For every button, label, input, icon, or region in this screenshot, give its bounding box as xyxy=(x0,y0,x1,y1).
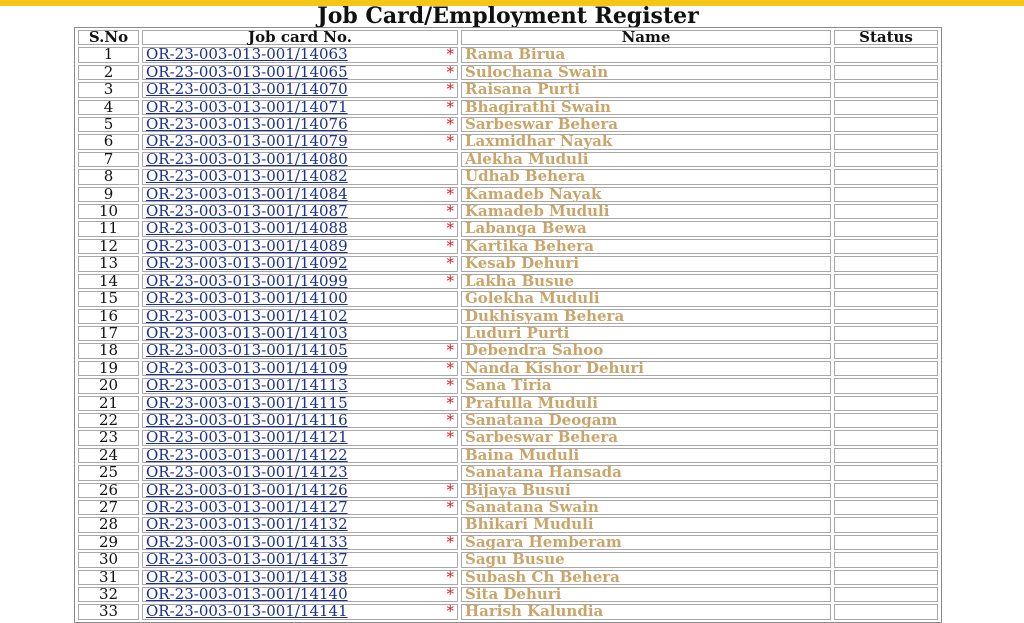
table-header-row xyxy=(78,30,938,45)
status-cell xyxy=(834,361,938,376)
name-cell: Sana Tiria xyxy=(461,378,831,393)
job-card-link[interactable]: OR-23-003-013-001/14116 xyxy=(146,410,348,429)
job-card-link[interactable]: OR-23-003-013-001/14138 xyxy=(146,567,348,586)
job-card-link[interactable]: OR-23-003-013-001/14063 xyxy=(146,45,348,64)
name-cell: Sanatana Hansada xyxy=(461,465,831,480)
job-card-cell xyxy=(142,97,458,116)
job-card-cell xyxy=(142,256,458,271)
name-cell: Golekha Muduli xyxy=(461,291,831,306)
status-cell xyxy=(834,117,938,132)
job-card-link[interactable]: OR-23-003-013-001/14132 xyxy=(146,515,348,534)
job-card-cell xyxy=(142,552,458,567)
status-cell xyxy=(834,309,938,324)
job-card-link[interactable]: OR-23-003-013-001/14105 xyxy=(146,341,348,360)
job-card-cell xyxy=(142,306,458,325)
job-card-link[interactable]: OR-23-003-013-001/14109 xyxy=(146,358,348,377)
job-card-cell xyxy=(142,445,458,464)
column-header-name: Name xyxy=(461,30,831,45)
status-cell xyxy=(834,378,938,393)
job-card-cell xyxy=(142,393,458,412)
name-cell: Subash Ch Behera xyxy=(461,570,831,585)
table-row xyxy=(78,204,938,219)
table-row xyxy=(78,396,938,411)
sno-cell: 11 xyxy=(78,221,139,236)
asterisk-marker: * xyxy=(446,236,454,255)
job-card-link[interactable]: OR-23-003-013-001/14079 xyxy=(146,132,348,151)
status-cell xyxy=(834,82,938,97)
status-cell xyxy=(834,465,938,480)
column-header-sno: S.No xyxy=(78,30,139,45)
job-card-cell xyxy=(142,410,458,429)
name-cell: Kesab Dehuri xyxy=(461,256,831,271)
asterisk-marker: * xyxy=(446,410,454,429)
table-row xyxy=(78,169,938,184)
table-row xyxy=(78,100,938,115)
sno-cell: 30 xyxy=(78,552,139,567)
name-cell: Luduri Purti xyxy=(461,326,831,341)
job-card-link[interactable]: OR-23-003-013-001/14122 xyxy=(146,445,348,464)
job-card-link[interactable]: OR-23-003-013-001/14087 xyxy=(146,202,348,221)
sno-cell: 18 xyxy=(78,343,139,358)
job-card-cell xyxy=(142,62,458,81)
table-row xyxy=(78,517,938,532)
job-card-link[interactable]: OR-23-003-013-001/14092 xyxy=(146,254,348,273)
table-row xyxy=(78,309,938,324)
job-card-link[interactable]: OR-23-003-013-001/14100 xyxy=(146,289,348,308)
status-cell xyxy=(834,291,938,306)
column-header-status: Status xyxy=(834,30,938,45)
job-card-link[interactable]: OR-23-003-013-001/14137 xyxy=(146,550,348,569)
job-card-cell xyxy=(142,271,458,290)
sno-cell: 3 xyxy=(78,82,139,97)
table-row xyxy=(78,82,938,97)
sno-cell: 14 xyxy=(78,274,139,289)
name-cell: Dukhisyam Behera xyxy=(461,309,831,324)
job-card-cell xyxy=(142,236,458,255)
sno-cell: 33 xyxy=(78,604,139,619)
table-row xyxy=(78,500,938,515)
name-cell: Sagara Hemberam xyxy=(461,535,831,550)
sno-cell: 13 xyxy=(78,256,139,271)
table-row xyxy=(78,465,938,480)
name-cell: Laxmidhar Nayak xyxy=(461,134,831,149)
job-card-link[interactable]: OR-23-003-013-001/14084 xyxy=(146,184,348,203)
name-cell: Labanga Bewa xyxy=(461,221,831,236)
job-card-cell xyxy=(142,184,458,203)
status-cell xyxy=(834,517,938,532)
page-title: Job Card/Employment Register xyxy=(317,3,699,29)
table-row xyxy=(78,570,938,585)
table-row xyxy=(78,604,938,619)
asterisk-marker: * xyxy=(446,393,454,412)
job-card-link[interactable]: OR-23-003-013-001/14071 xyxy=(146,97,348,116)
status-cell xyxy=(834,152,938,167)
sno-cell: 15 xyxy=(78,291,139,306)
job-card-link[interactable]: OR-23-003-013-001/14080 xyxy=(146,149,348,168)
status-cell xyxy=(834,604,938,619)
asterisk-marker: * xyxy=(446,428,454,447)
status-cell xyxy=(834,239,938,254)
table-row xyxy=(78,65,938,80)
status-cell xyxy=(834,343,938,358)
name-cell: Sanatana Deogam xyxy=(461,413,831,428)
job-card-cell xyxy=(142,291,458,306)
status-cell xyxy=(834,274,938,289)
name-cell: Alekha Muduli xyxy=(461,152,831,167)
sno-cell: 20 xyxy=(78,378,139,393)
sno-cell: 9 xyxy=(78,187,139,202)
job-card-cell xyxy=(142,134,458,149)
sno-cell: 25 xyxy=(78,465,139,480)
status-cell xyxy=(834,169,938,184)
table-row xyxy=(78,134,938,149)
status-cell xyxy=(834,100,938,115)
sno-cell: 19 xyxy=(78,361,139,376)
sno-cell: 4 xyxy=(78,100,139,115)
name-cell: Rama Birua xyxy=(461,47,831,62)
status-cell xyxy=(834,535,938,550)
sno-cell: 27 xyxy=(78,500,139,515)
status-cell xyxy=(834,256,938,271)
column-header-job-card: Job card No. xyxy=(142,30,458,45)
job-card-link[interactable]: OR-23-003-013-001/14123 xyxy=(146,463,348,482)
job-card-cell xyxy=(142,204,458,219)
asterisk-marker: * xyxy=(446,45,454,64)
status-cell xyxy=(834,221,938,236)
table-row xyxy=(78,152,938,167)
sno-cell: 10 xyxy=(78,204,139,219)
table-row xyxy=(78,552,938,567)
status-cell xyxy=(834,500,938,515)
table-row xyxy=(78,587,938,602)
job-card-link[interactable]: OR-23-003-013-001/14076 xyxy=(146,115,348,134)
job-card-link[interactable]: OR-23-003-013-001/14070 xyxy=(146,80,348,99)
asterisk-marker: * xyxy=(446,585,454,603)
sno-cell: 23 xyxy=(78,430,139,445)
asterisk-marker: * xyxy=(446,376,454,395)
job-card-link[interactable]: OR-23-003-013-001/14102 xyxy=(146,306,348,325)
asterisk-marker: * xyxy=(446,480,454,499)
job-card-link[interactable]: OR-23-003-013-001/14065 xyxy=(146,62,348,81)
status-cell xyxy=(834,326,938,341)
name-cell: Sita Dehuri xyxy=(461,587,831,602)
job-card-cell xyxy=(142,117,458,132)
table-body xyxy=(78,47,938,619)
asterisk-marker: * xyxy=(446,202,454,221)
job-card-link[interactable]: OR-23-003-013-001/14127 xyxy=(146,497,348,516)
table-row xyxy=(78,47,938,62)
name-cell: Lakha Busue xyxy=(461,274,831,289)
name-cell: Harish Kalundia xyxy=(461,604,831,619)
sno-cell: 31 xyxy=(78,570,139,585)
job-card-cell xyxy=(142,465,458,480)
asterisk-marker: * xyxy=(446,62,454,81)
job-card-link[interactable]: OR-23-003-013-001/14121 xyxy=(146,428,348,447)
status-cell xyxy=(834,396,938,411)
status-cell xyxy=(834,65,938,80)
job-card-cell xyxy=(142,47,458,62)
name-cell: Sarbeswar Behera xyxy=(461,117,831,132)
sno-cell: 28 xyxy=(78,517,139,532)
name-cell: Kamadeb Nayak xyxy=(461,187,831,202)
sno-cell: 7 xyxy=(78,152,139,167)
job-card-link[interactable]: OR-23-003-013-001/14099 xyxy=(146,271,348,290)
table-row xyxy=(78,343,938,358)
sno-cell: 5 xyxy=(78,117,139,132)
sno-cell: 29 xyxy=(78,535,139,550)
status-cell xyxy=(834,483,938,498)
job-card-cell xyxy=(142,497,458,516)
status-cell xyxy=(834,570,938,585)
sno-cell: 16 xyxy=(78,309,139,324)
table-row xyxy=(78,291,938,306)
asterisk-marker: * xyxy=(446,254,454,273)
job-card-link[interactable]: OR-23-003-013-001/14140 xyxy=(146,585,348,603)
sno-cell: 6 xyxy=(78,134,139,149)
table-row xyxy=(78,535,938,550)
asterisk-marker: * xyxy=(446,532,454,551)
job-card-cell xyxy=(142,343,458,358)
job-card-cell xyxy=(142,587,458,602)
job-card-cell xyxy=(142,169,458,184)
status-cell xyxy=(834,413,938,428)
name-cell: Kamadeb Muduli xyxy=(461,204,831,219)
name-cell: Debendra Sahoo xyxy=(461,343,831,358)
status-cell xyxy=(834,430,938,445)
table-row xyxy=(78,326,938,341)
table-row xyxy=(78,187,938,202)
status-cell xyxy=(834,552,938,567)
sno-cell: 32 xyxy=(78,587,139,602)
job-card-cell xyxy=(142,82,458,97)
job-card-link[interactable]: OR-23-003-013-001/14082 xyxy=(146,167,348,186)
name-cell: Raisana Purti xyxy=(461,82,831,97)
name-cell: Sulochana Swain xyxy=(461,65,831,80)
asterisk-marker: * xyxy=(446,602,454,621)
sno-cell: 26 xyxy=(78,483,139,498)
status-cell xyxy=(834,204,938,219)
job-card-link[interactable]: OR-23-003-013-001/14103 xyxy=(146,323,348,342)
sno-cell: 21 xyxy=(78,396,139,411)
job-card-link[interactable]: OR-23-003-013-001/14113 xyxy=(146,376,348,395)
job-card-register-table xyxy=(74,27,942,623)
job-card-link[interactable]: OR-23-003-013-001/14088 xyxy=(146,219,348,238)
asterisk-marker: * xyxy=(446,97,454,116)
job-card-cell xyxy=(142,567,458,586)
asterisk-marker: * xyxy=(446,341,454,360)
sno-cell: 12 xyxy=(78,239,139,254)
table-row xyxy=(78,430,938,445)
table-row xyxy=(78,256,938,271)
job-card-cell xyxy=(142,480,458,499)
table-row xyxy=(78,483,938,498)
sno-cell: 22 xyxy=(78,413,139,428)
asterisk-marker: * xyxy=(446,132,454,151)
table-row xyxy=(78,361,938,376)
sno-cell: 24 xyxy=(78,448,139,463)
status-cell xyxy=(834,448,938,463)
table-row xyxy=(78,117,938,132)
table-row xyxy=(78,239,938,254)
job-card-cell xyxy=(142,532,458,551)
status-cell xyxy=(834,587,938,602)
asterisk-marker: * xyxy=(446,358,454,377)
job-card-cell xyxy=(142,358,458,377)
job-card-cell xyxy=(142,149,458,168)
asterisk-marker: * xyxy=(446,271,454,290)
job-card-link[interactable]: OR-23-003-013-001/14141 xyxy=(146,602,348,621)
job-card-cell xyxy=(142,604,458,619)
sno-cell: 17 xyxy=(78,326,139,341)
status-cell xyxy=(834,187,938,202)
job-card-link[interactable]: OR-23-003-013-001/14126 xyxy=(146,480,348,499)
asterisk-marker: * xyxy=(446,497,454,516)
job-card-link[interactable]: OR-23-003-013-001/14133 xyxy=(146,532,348,551)
asterisk-marker: * xyxy=(446,567,454,586)
job-card-cell xyxy=(142,517,458,532)
job-card-cell xyxy=(142,430,458,445)
status-cell xyxy=(834,47,938,62)
name-cell: Bijaya Busui xyxy=(461,483,831,498)
table-row xyxy=(78,221,938,236)
name-cell: Bhagirathi Swain xyxy=(461,100,831,115)
sno-cell: 1 xyxy=(78,47,139,62)
job-card-cell xyxy=(142,378,458,393)
job-card-cell xyxy=(142,221,458,236)
table-row xyxy=(78,448,938,463)
name-cell: Bhikari Muduli xyxy=(461,517,831,532)
name-cell: Baina Muduli xyxy=(461,448,831,463)
asterisk-marker: * xyxy=(446,115,454,134)
name-cell: Sagu Busue xyxy=(461,552,831,567)
sno-cell: 2 xyxy=(78,65,139,80)
asterisk-marker: * xyxy=(446,219,454,238)
table-row xyxy=(78,413,938,428)
job-card-link[interactable]: OR-23-003-013-001/14089 xyxy=(146,236,348,255)
asterisk-marker: * xyxy=(446,184,454,203)
job-card-link[interactable]: OR-23-003-013-001/14115 xyxy=(146,393,348,412)
asterisk-marker: * xyxy=(446,80,454,99)
sno-cell: 8 xyxy=(78,169,139,184)
name-cell: Udhab Behera xyxy=(461,169,831,184)
job-card-cell xyxy=(142,323,458,342)
name-cell: Prafulla Muduli xyxy=(461,396,831,411)
status-cell xyxy=(834,134,938,149)
name-cell: Sanatana Swain xyxy=(461,500,831,515)
table-row xyxy=(78,274,938,289)
name-cell: Sarbeswar Behera xyxy=(461,430,831,445)
name-cell: Kartika Behera xyxy=(461,239,831,254)
table-row xyxy=(78,378,938,393)
name-cell: Nanda Kishor Dehuri xyxy=(461,361,831,376)
